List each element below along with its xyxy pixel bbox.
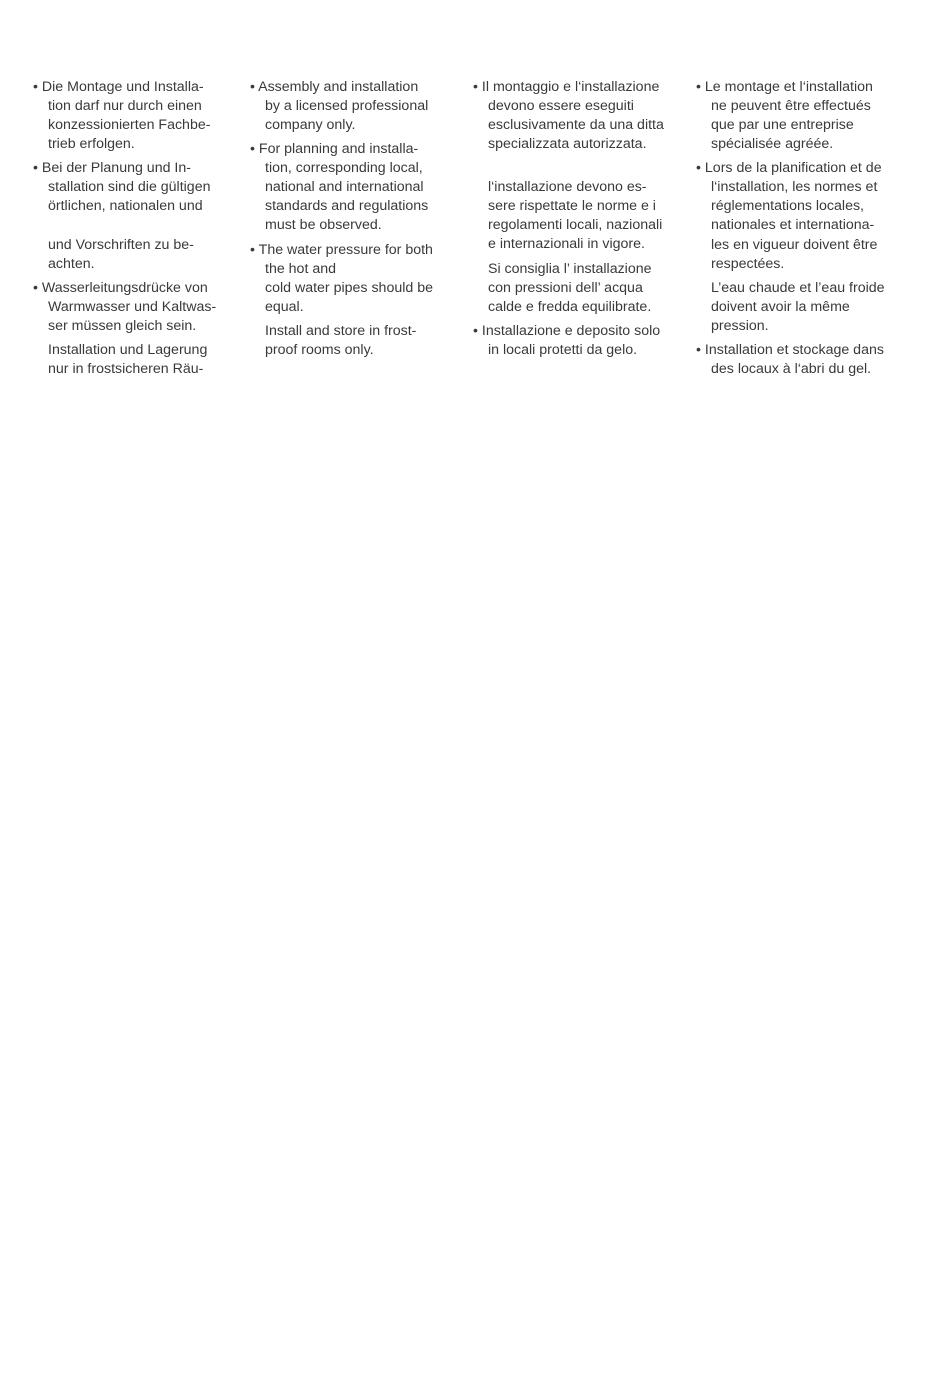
- text-line: ser müssen gleich sein.: [48, 318, 197, 334]
- text-line: • Wasserleitungsdrücke von: [33, 280, 208, 296]
- text-line: • Bei der Planung und In-: [33, 160, 191, 176]
- text-line: esclusivamente da una ditta: [488, 117, 664, 133]
- text-line: Installation und Lagerung: [48, 342, 208, 358]
- text-line: que par une entreprise: [711, 117, 854, 133]
- text-line: devono essere eseguiti: [488, 98, 634, 114]
- text-line: Si consiglia l’ installazione: [488, 261, 652, 277]
- text-line: con pressioni dell’ acqua: [488, 280, 643, 296]
- text-line: l‘installation, les normes et: [711, 179, 878, 195]
- text-line: • Le montage et l‘installation: [696, 79, 873, 95]
- text-line: • Il montaggio e l‘installazione: [473, 79, 660, 95]
- text-line: nur in frostsicheren Räu-: [48, 361, 204, 377]
- text-line: must be observed.: [265, 217, 382, 233]
- text-line: und Vorschriften zu be-: [48, 237, 194, 253]
- text-line: pression.: [711, 318, 769, 334]
- text-line: l‘installazione devono es-: [488, 179, 647, 195]
- text-line: des locaux à l‘abri du gel.: [711, 361, 872, 377]
- text-line: calde e fredda equilibrate.: [488, 299, 652, 315]
- text-line: sere rispettate le norme e i: [488, 198, 656, 214]
- text-line: by a licensed professional: [265, 98, 429, 114]
- text-line: • The water pressure for both: [250, 242, 433, 258]
- text-line: • Die Montage und Installa-: [33, 79, 204, 95]
- text-line: L’eau chaude et l’eau froide: [711, 280, 885, 296]
- text-line: Install and store in frost-: [265, 323, 417, 339]
- text-line: nationales et internationa-: [711, 217, 875, 233]
- text-line: stallation sind die gültigen: [48, 179, 211, 195]
- text-line: company only.: [265, 117, 356, 133]
- text-line: spécialisée agréée.: [711, 136, 834, 152]
- text-line: • Installazione e deposito solo: [473, 323, 661, 339]
- text-line: tion darf nur durch einen: [48, 98, 202, 114]
- text-line: réglementations locales,: [711, 198, 864, 214]
- text-line: • Assembly and installation: [250, 79, 419, 95]
- text-line: • For planning and installa-: [250, 141, 419, 157]
- text-line: the hot and: [265, 261, 336, 277]
- text-line: doivent avoir la même: [711, 299, 850, 315]
- text-line: achten.: [48, 256, 95, 272]
- text-line: ne peuvent être effectués: [711, 98, 871, 114]
- text-line: specializzata autorizzata.: [488, 136, 647, 152]
- text-line: cold water pipes should be: [265, 280, 433, 296]
- text-line: Warmwasser und Kaltwas-: [48, 299, 217, 315]
- text-line: national and international: [265, 179, 424, 195]
- text-line: konzessionierten Fachbe-: [48, 117, 211, 133]
- text-line: respectées.: [711, 256, 785, 272]
- text-line: tion, corresponding local,: [265, 160, 423, 176]
- text-line: • Installation et stockage dans: [696, 342, 884, 358]
- text-line: e internazionali in vigore.: [488, 236, 645, 252]
- text-line: in locali protetti da gelo.: [488, 342, 638, 358]
- text-line: örtlichen, nationalen und: [48, 198, 203, 214]
- text-line: equal.: [265, 299, 304, 315]
- text-line: • Lors de la planification et de: [696, 160, 882, 176]
- text-line: les en vigueur doivent être: [711, 237, 878, 253]
- text-line: regolamenti locali, nazionali: [488, 217, 663, 233]
- text-line: proof rooms only.: [265, 342, 374, 358]
- text-line: trieb erfolgen.: [48, 136, 135, 152]
- text-line: standards and regulations: [265, 198, 429, 214]
